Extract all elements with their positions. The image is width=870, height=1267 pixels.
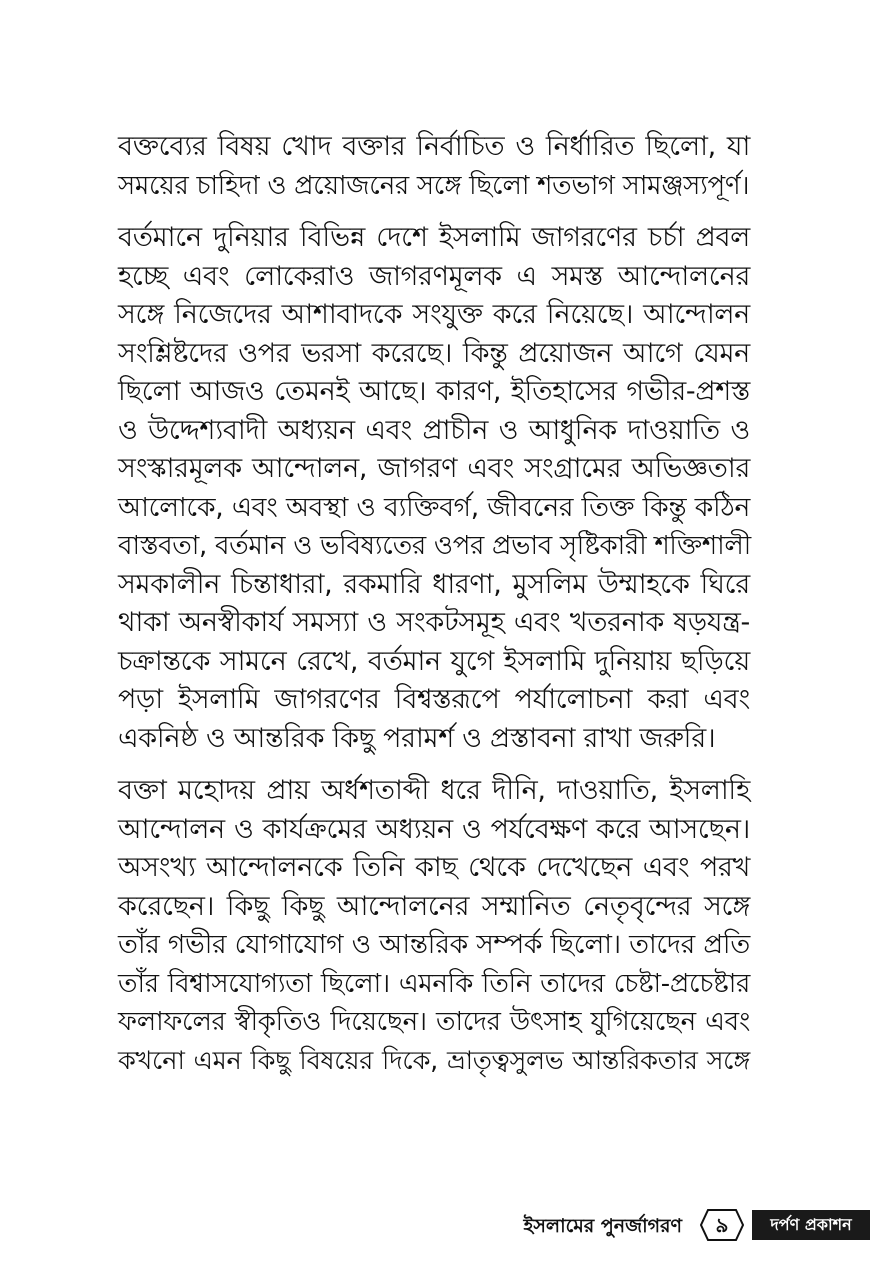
text-line: একনিষ্ঠ ও আন্তরিক কিছু পরামর্শ ও প্রস্তাবনা রাখা জরুরি। [118, 722, 716, 754]
paragraph-1 [118, 128, 750, 205]
page-body [118, 128, 750, 1094]
text-line: সময়ের চাহিদা ও প্রয়োজনের সঙ্গে ছিলো শতভাগ সামঞ্জস্যপূর্ণ। [118, 170, 750, 201]
text-line: তাঁর গভীর যোগাযোগ ও আন্তরিক সম্পর্ক ছিলো। তাদের প্রতি [118, 929, 750, 960]
text-line: অসংখ্য আন্দোলনকে তিনি কাছ থেকে দেখেছেন এবং পরখ [118, 852, 750, 883]
text-line: সঙ্গে নিজেদের আশাবাদকে সংযুক্ত করে নিয়েছে। আন্দোলন [118, 299, 750, 330]
text-line: আন্দোলন ও কার্যক্রমের অধ্যয়ন ও পর্যবেক্ষণ করে আসছেন। [118, 813, 750, 845]
text-line: কখনো এমন কিছু বিষয়ের দিকে, ভ্রাতৃত্বসুলভ আন্তরিকতার সঙ্গে [118, 1045, 750, 1076]
text-line: সমকালীন চিন্তাধারা, রকমারি ধারণা, মুসলিম উম্মাহকে ঘিরে [118, 568, 750, 600]
text-line: পড়া ইসলামি জাগরণের বিশ্বস্তরূপে পর্যালোচনা করা এবং [118, 684, 750, 715]
text-line: হচ্ছে এবং লোকেরাও জাগরণমূলক এ সমস্ত আন্দোলনের [118, 260, 750, 292]
text-line: বক্তব্যের বিষয় খোদ বক্তার নির্বাচিত ও নির্ধারিত ছিলো, যা [118, 131, 750, 162]
page-number: ৯ [715, 1213, 729, 1237]
paragraph-2 [118, 219, 750, 758]
text-line: বক্তা মহোদয় প্রায় অর্ধশতাব্দী ধরে দীনি, দাওয়াতি, ইসলাহি [118, 775, 750, 806]
text-line: চক্রান্তকে সামনে রেখে, বর্তমান যুগে ইসলামি দুনিয়ায় ছড়িয়ে [118, 645, 750, 677]
text-line: বাস্তবতা, বর্তমান ও ভবিষ্যতের ওপর প্রভাব সৃষ্টিকারী শক্তিশালী [118, 531, 751, 561]
book-title: ইসলামের পুনর্জাগরণ [523, 1215, 682, 1237]
text-line: ছিলো আজও তেমনই আছে। কারণ, ইতিহাসের গভীর-প্রশস্ত [118, 376, 750, 407]
text-line: ফলাফলের স্বীকৃতিও দিয়েছেন। তাদের উৎসাহ যুগিয়েছেন এবং [118, 1007, 750, 1037]
text-line: ও উদ্দেশ্যবাদী অধ্যয়ন এবং প্রাচীন ও আধুনিক দাওয়াতি ও [118, 414, 750, 446]
page-number-badge [700, 1208, 744, 1242]
text-line: থাকা অনস্বীকার্য সমস্যা ও সংকটসমূহ এবং খতরনাক ষড়যন্ত্র- [118, 607, 750, 638]
text-line: আলোকে, এবং অবস্থা ও ব্যক্তিবর্গ, জীবনের তিক্ত কিন্তু কঠিন [118, 491, 750, 523]
text-line: বর্তমানে দুনিয়ার বিভিন্ন দেশে ইসলামি জাগরণের চর্চা প্রবল [118, 222, 750, 253]
text-line: সংস্কারমূলক আন্দোলন, জাগরণ এবং সংগ্রামের অভিজ্ঞতার [118, 453, 750, 484]
publisher-logo: দর্পণ প্রকাশন [752, 1210, 870, 1240]
paragraph-3 [118, 772, 750, 1080]
text-line: তাঁর বিশ্বাসযোগ্যতা ছিলো। এমনকি তিনি তাদের চেষ্টা-প্রচেষ্টার [118, 968, 750, 999]
text-line: করেছেন। কিছু কিছু আন্দোলনের সম্মানিত নেতৃবৃন্দের সঙ্গে [118, 890, 750, 922]
text-line: সংশ্লিষ্টদের ওপর ভরসা করেছে। কিন্তু প্রয়োজন আগে যেমন [118, 337, 750, 369]
page-footer [0, 1206, 870, 1250]
